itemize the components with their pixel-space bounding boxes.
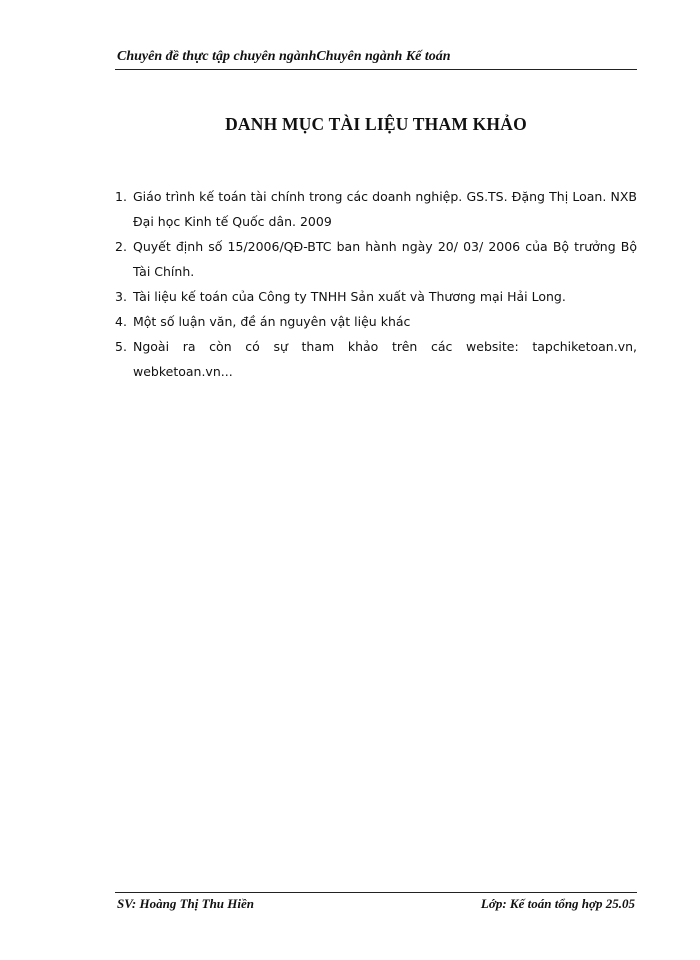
reference-item-2: [115, 234, 637, 284]
reference-item-4: [115, 309, 637, 334]
reference-number: 2.: [115, 239, 127, 254]
reference-item-3: [115, 284, 637, 309]
page-title: DANH MỤC TÀI LIỆU THAM KHẢO: [225, 114, 527, 134]
page-header: [115, 47, 637, 70]
header-text: Chuyên đề thực tập chuyên ngànhChuyên ngành Kế toán: [117, 49, 451, 64]
reference-text: Ngoài ra còn có sự tham khảo trên các website: tapchiketoan.vn, webketoan.vn...: [133, 339, 637, 379]
page-footer: [115, 892, 637, 917]
class-name: Lớp: Kế toán tổng hợp 25.05: [480, 896, 635, 911]
reference-number: 1.: [115, 189, 127, 204]
reference-item-1: [115, 184, 637, 234]
reference-text: Quyết định số 15/2006/QĐ-BTC ban hành ngày 20/ 03/ 2006 của Bộ trưởng Bộ Tài Chính.: [133, 239, 637, 279]
reference-list: [115, 184, 637, 384]
reference-text: Tài liệu kế toán của Công ty TNHH Sản xuất và Thương mại Hải Long.: [133, 289, 566, 304]
reference-number: 3.: [115, 289, 127, 304]
reference-text: Giáo trình kế toán tài chính trong các doanh nghiệp. GS.TS. Đặng Thị Loan. NXB Đại học Kinh tế Quốc dân. 2009: [133, 189, 637, 229]
reference-number: 5.: [115, 339, 127, 354]
reference-text: Một số luận văn, đề án nguyên vật liệu khác: [133, 314, 411, 329]
reference-number: 4.: [115, 314, 127, 329]
reference-item-5: [115, 334, 637, 384]
student-name: SV: Hoàng Thị Thu Hiền: [117, 896, 255, 911]
